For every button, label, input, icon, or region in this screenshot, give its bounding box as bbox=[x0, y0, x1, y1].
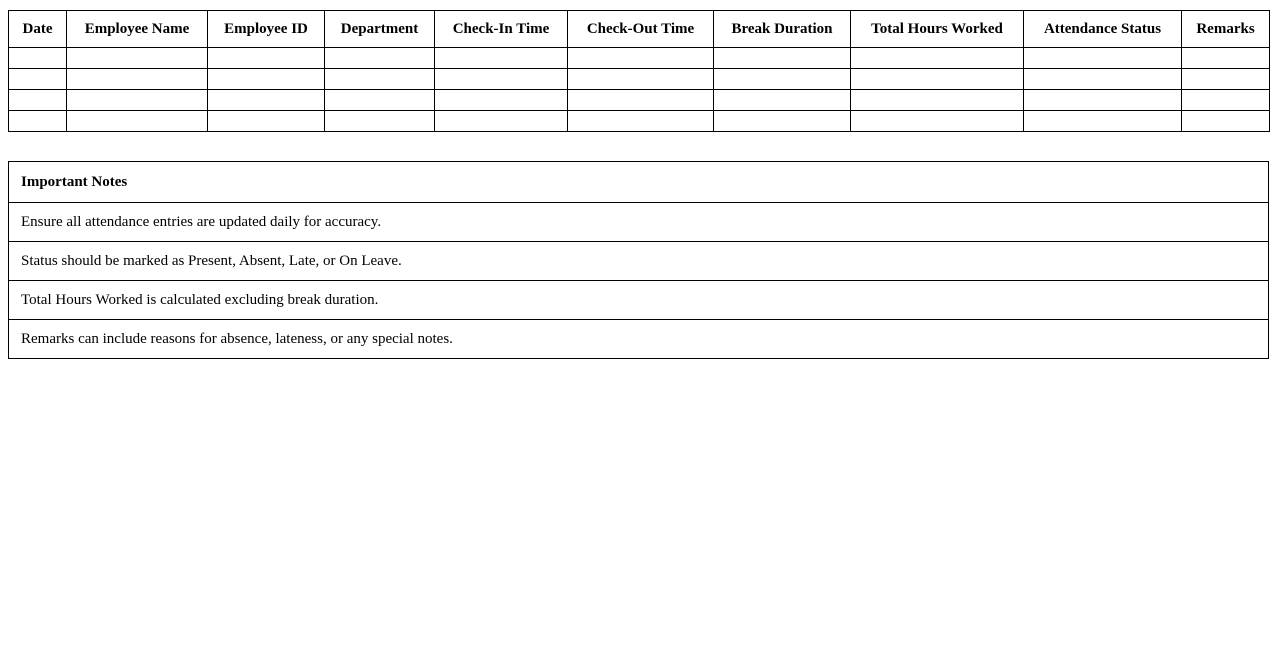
note-row bbox=[9, 242, 1269, 281]
note-row bbox=[9, 203, 1269, 242]
empty-cell bbox=[208, 111, 325, 132]
empty-cell bbox=[208, 90, 325, 111]
column-header-department: Department bbox=[325, 11, 435, 48]
note-row bbox=[9, 320, 1269, 359]
empty-cell bbox=[67, 48, 208, 69]
notes-table bbox=[8, 161, 1269, 359]
empty-cell bbox=[325, 69, 435, 90]
empty-cell bbox=[9, 48, 67, 69]
empty-cell bbox=[714, 48, 851, 69]
notes-title-row bbox=[9, 162, 1269, 203]
empty-cell bbox=[714, 90, 851, 111]
column-header-check-in-time: Check-In Time bbox=[435, 11, 568, 48]
empty-cell bbox=[208, 48, 325, 69]
empty-cell bbox=[208, 69, 325, 90]
empty-cell bbox=[851, 48, 1024, 69]
notes-title: Important Notes bbox=[9, 162, 1269, 203]
empty-cell bbox=[325, 90, 435, 111]
empty-cell bbox=[325, 111, 435, 132]
column-header-break-duration: Break Duration bbox=[714, 11, 851, 48]
empty-cell bbox=[714, 69, 851, 90]
empty-cell bbox=[9, 111, 67, 132]
empty-cell bbox=[435, 90, 568, 111]
note-item: Total Hours Worked is calculated excluding break duration. bbox=[9, 281, 1269, 320]
attendance-empty-row bbox=[9, 48, 1270, 69]
empty-cell bbox=[1182, 111, 1270, 132]
empty-cell bbox=[1182, 69, 1270, 90]
empty-cell bbox=[1182, 90, 1270, 111]
column-header-employee-name: Employee Name bbox=[67, 11, 208, 48]
attendance-empty-row bbox=[9, 69, 1270, 90]
empty-cell bbox=[1024, 111, 1182, 132]
empty-cell bbox=[851, 111, 1024, 132]
empty-cell bbox=[325, 48, 435, 69]
empty-cell bbox=[851, 69, 1024, 90]
attendance-empty-row bbox=[9, 111, 1270, 132]
note-item: Status should be marked as Present, Absent, Late, or On Leave. bbox=[9, 242, 1269, 281]
attendance-header-row bbox=[9, 11, 1270, 48]
column-header-remarks: Remarks bbox=[1182, 11, 1270, 48]
note-item: Ensure all attendance entries are updated daily for accuracy. bbox=[9, 203, 1269, 242]
column-header-total-hours-worked: Total Hours Worked bbox=[851, 11, 1024, 48]
empty-cell bbox=[67, 90, 208, 111]
column-header-check-out-time: Check-Out Time bbox=[568, 11, 714, 48]
empty-cell bbox=[714, 111, 851, 132]
column-header-attendance-status: Attendance Status bbox=[1024, 11, 1182, 48]
attendance-table bbox=[8, 10, 1270, 132]
empty-cell bbox=[568, 111, 714, 132]
empty-cell bbox=[435, 111, 568, 132]
empty-cell bbox=[568, 90, 714, 111]
empty-cell bbox=[67, 69, 208, 90]
empty-cell bbox=[9, 69, 67, 90]
note-item: Remarks can include reasons for absence, lateness, or any special notes. bbox=[9, 320, 1269, 359]
empty-cell bbox=[1182, 48, 1270, 69]
empty-cell bbox=[1024, 90, 1182, 111]
empty-cell bbox=[1024, 48, 1182, 69]
column-header-employee-id: Employee ID bbox=[208, 11, 325, 48]
empty-cell bbox=[851, 90, 1024, 111]
column-header-date: Date bbox=[9, 11, 67, 48]
empty-cell bbox=[568, 48, 714, 69]
note-row bbox=[9, 281, 1269, 320]
empty-cell bbox=[568, 69, 714, 90]
empty-cell bbox=[1024, 69, 1182, 90]
empty-cell bbox=[435, 69, 568, 90]
empty-cell bbox=[435, 48, 568, 69]
attendance-empty-row bbox=[9, 90, 1270, 111]
empty-cell bbox=[9, 90, 67, 111]
empty-cell bbox=[67, 111, 208, 132]
